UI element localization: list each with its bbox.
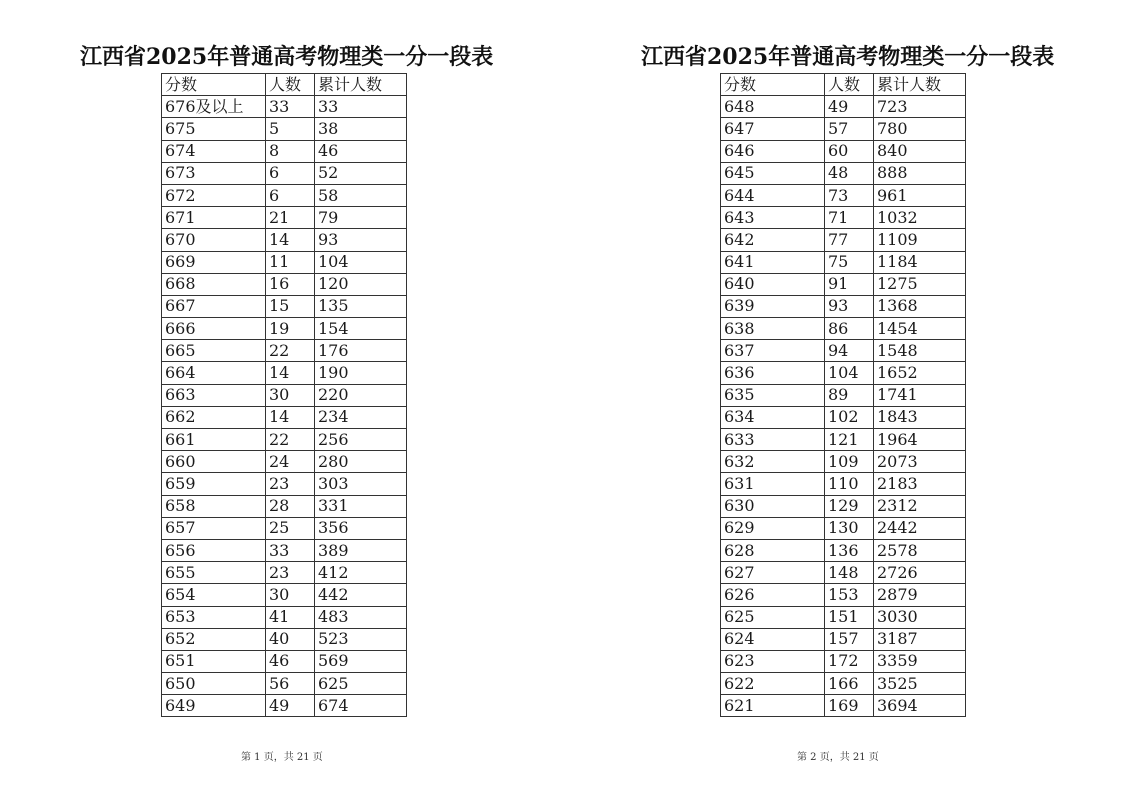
table-row: [721, 406, 966, 428]
cell-count: 6: [266, 162, 315, 184]
table-row: [721, 451, 966, 473]
cell-score: 644: [721, 184, 825, 206]
table-row: [162, 118, 407, 140]
cell-score: 662: [162, 406, 266, 428]
table-row: [162, 673, 407, 695]
table-row: [721, 162, 966, 184]
cell-score: 675: [162, 118, 266, 140]
cell-score: 670: [162, 229, 266, 251]
cell-count: 5: [266, 118, 315, 140]
cell-score: 640: [721, 273, 825, 295]
cell-cumulative: 2312: [874, 495, 966, 517]
cell-cumulative: 3359: [874, 650, 966, 672]
cell-score: 669: [162, 251, 266, 273]
table-row: [162, 318, 407, 340]
table-row: [162, 562, 407, 584]
cell-count: 33: [266, 96, 315, 118]
cell-score: 626: [721, 584, 825, 606]
cell-count: 11: [266, 251, 315, 273]
cell-cumulative: 52: [315, 162, 407, 184]
cell-cumulative: 1368: [874, 295, 966, 317]
cell-cumulative: 1652: [874, 362, 966, 384]
table-row: [721, 295, 966, 317]
table-row: [721, 318, 966, 340]
cell-count: 19: [266, 318, 315, 340]
cell-score: 654: [162, 584, 266, 606]
page-2: [563, 0, 1127, 800]
cell-score: 627: [721, 562, 825, 584]
table-row: [162, 406, 407, 428]
table-row: [162, 495, 407, 517]
cell-score: 665: [162, 340, 266, 362]
cell-cumulative: 280: [315, 451, 407, 473]
cell-count: 30: [266, 384, 315, 406]
cell-cumulative: 1454: [874, 318, 966, 340]
cell-score: 660: [162, 451, 266, 473]
cell-cumulative: 1741: [874, 384, 966, 406]
cell-score: 667: [162, 295, 266, 317]
cell-cumulative: 1964: [874, 429, 966, 451]
cell-cumulative: 1184: [874, 251, 966, 273]
table-row: [721, 207, 966, 229]
cell-count: 71: [825, 207, 874, 229]
table-row: [162, 628, 407, 650]
table-row: [162, 162, 407, 184]
cell-cumulative: 154: [315, 318, 407, 340]
cell-count: 16: [266, 273, 315, 295]
table-row: [721, 584, 966, 606]
cell-cumulative: 569: [315, 650, 407, 672]
cell-count: 130: [825, 517, 874, 539]
cell-score: 642: [721, 229, 825, 251]
cell-score: 625: [721, 606, 825, 628]
header-score: 分数: [162, 74, 266, 96]
cell-count: 22: [266, 429, 315, 451]
cell-count: 49: [266, 695, 315, 717]
table-row: [162, 295, 407, 317]
cell-cumulative: 1275: [874, 273, 966, 295]
table-row: [721, 473, 966, 495]
table-row: [162, 473, 407, 495]
cell-cumulative: 674: [315, 695, 407, 717]
cell-score: 647: [721, 118, 825, 140]
cell-cumulative: 840: [874, 140, 966, 162]
cell-score: 650: [162, 673, 266, 695]
cell-score: 645: [721, 162, 825, 184]
page-footer: 第 2 页，共 21 页: [797, 752, 879, 763]
table-row: [721, 650, 966, 672]
header-score: 分数: [721, 74, 825, 96]
cell-cumulative: 46: [315, 140, 407, 162]
cell-score: 656: [162, 539, 266, 561]
cell-score: 659: [162, 473, 266, 495]
cell-score: 630: [721, 495, 825, 517]
cell-score: 663: [162, 384, 266, 406]
cell-cumulative: 483: [315, 606, 407, 628]
page-title: 江西省2025年普通高考物理类一分一段表: [80, 44, 494, 70]
cell-cumulative: 2726: [874, 562, 966, 584]
cell-count: 102: [825, 406, 874, 428]
table-row: [721, 606, 966, 628]
score-table: [161, 73, 407, 717]
table-header-row: [162, 74, 407, 96]
cell-cumulative: 234: [315, 406, 407, 428]
cell-count: 48: [825, 162, 874, 184]
cell-cumulative: 3525: [874, 673, 966, 695]
cell-score: 622: [721, 673, 825, 695]
table-row: [721, 340, 966, 362]
cell-count: 14: [266, 362, 315, 384]
table-row: [721, 273, 966, 295]
cell-score: 636: [721, 362, 825, 384]
table-row: [162, 584, 407, 606]
table-row: [162, 539, 407, 561]
cell-count: 46: [266, 650, 315, 672]
cell-cumulative: 356: [315, 517, 407, 539]
table-row: [162, 695, 407, 717]
cell-score: 646: [721, 140, 825, 162]
cell-count: 89: [825, 384, 874, 406]
cell-cumulative: 1843: [874, 406, 966, 428]
cell-count: 23: [266, 473, 315, 495]
cell-cumulative: 1548: [874, 340, 966, 362]
cell-score: 631: [721, 473, 825, 495]
cell-cumulative: 961: [874, 184, 966, 206]
cell-cumulative: 2442: [874, 517, 966, 539]
table-row: [721, 673, 966, 695]
cell-count: 91: [825, 273, 874, 295]
table-row: [721, 96, 966, 118]
cell-count: 6: [266, 184, 315, 206]
cell-cumulative: 412: [315, 562, 407, 584]
cell-cumulative: 3030: [874, 606, 966, 628]
cell-count: 15: [266, 295, 315, 317]
cell-score: 658: [162, 495, 266, 517]
cell-cumulative: 3694: [874, 695, 966, 717]
table-row: [162, 362, 407, 384]
cell-cumulative: 58: [315, 184, 407, 206]
cell-cumulative: 1109: [874, 229, 966, 251]
cell-score: 668: [162, 273, 266, 295]
cell-score: 676及以上: [162, 96, 266, 118]
cell-cumulative: 38: [315, 118, 407, 140]
cell-cumulative: 389: [315, 539, 407, 561]
cell-score: 673: [162, 162, 266, 184]
cell-cumulative: 176: [315, 340, 407, 362]
table-row: [721, 118, 966, 140]
table-row: [721, 429, 966, 451]
cell-count: 121: [825, 429, 874, 451]
cell-score: 624: [721, 628, 825, 650]
table-row: [721, 539, 966, 561]
table-row: [162, 184, 407, 206]
cell-cumulative: 1032: [874, 207, 966, 229]
cell-count: 77: [825, 229, 874, 251]
cell-count: 104: [825, 362, 874, 384]
cell-count: 57: [825, 118, 874, 140]
cell-cumulative: 190: [315, 362, 407, 384]
cell-count: 94: [825, 340, 874, 362]
table-row: [162, 451, 407, 473]
cell-score: 664: [162, 362, 266, 384]
cell-score: 648: [721, 96, 825, 118]
cell-count: 8: [266, 140, 315, 162]
cell-count: 110: [825, 473, 874, 495]
table-header-row: [721, 74, 966, 96]
table-row: [721, 562, 966, 584]
table-row: [721, 384, 966, 406]
table-row: [162, 384, 407, 406]
cell-count: 172: [825, 650, 874, 672]
cell-score: 629: [721, 517, 825, 539]
table-row: [162, 273, 407, 295]
page-footer: 第 1 页，共 21 页: [241, 752, 323, 763]
cell-score: 637: [721, 340, 825, 362]
header-count: 人数: [266, 74, 315, 96]
cell-cumulative: 303: [315, 473, 407, 495]
cell-score: 661: [162, 429, 266, 451]
cell-cumulative: 135: [315, 295, 407, 317]
cell-count: 49: [825, 96, 874, 118]
cell-cumulative: 442: [315, 584, 407, 606]
header-cumulative: 累计人数: [315, 74, 407, 96]
cell-count: 21: [266, 207, 315, 229]
cell-score: 653: [162, 606, 266, 628]
cell-score: 666: [162, 318, 266, 340]
cell-score: 651: [162, 650, 266, 672]
cell-cumulative: 33: [315, 96, 407, 118]
cell-count: 22: [266, 340, 315, 362]
cell-score: 628: [721, 539, 825, 561]
cell-count: 169: [825, 695, 874, 717]
table-row: [162, 340, 407, 362]
table-row: [162, 517, 407, 539]
cell-score: 623: [721, 650, 825, 672]
cell-count: 151: [825, 606, 874, 628]
cell-cumulative: 780: [874, 118, 966, 140]
cell-score: 657: [162, 517, 266, 539]
cell-score: 639: [721, 295, 825, 317]
cell-cumulative: 2879: [874, 584, 966, 606]
cell-score: 641: [721, 251, 825, 273]
page-1: [0, 0, 563, 800]
table-row: [721, 140, 966, 162]
table-row: [721, 628, 966, 650]
cell-count: 136: [825, 539, 874, 561]
table-row: [162, 429, 407, 451]
cell-score: 621: [721, 695, 825, 717]
cell-score: 633: [721, 429, 825, 451]
cell-count: 25: [266, 517, 315, 539]
cell-count: 28: [266, 495, 315, 517]
table-row: [721, 229, 966, 251]
cell-count: 30: [266, 584, 315, 606]
cell-count: 41: [266, 606, 315, 628]
table-row: [162, 606, 407, 628]
cell-score: 638: [721, 318, 825, 340]
cell-score: 671: [162, 207, 266, 229]
table-row: [721, 695, 966, 717]
table-row: [721, 251, 966, 273]
table-row: [162, 96, 407, 118]
cell-count: 129: [825, 495, 874, 517]
cell-cumulative: 79: [315, 207, 407, 229]
table-body: [162, 96, 407, 717]
cell-cumulative: 331: [315, 495, 407, 517]
table-row: [721, 495, 966, 517]
cell-cumulative: 104: [315, 251, 407, 273]
cell-cumulative: 93: [315, 229, 407, 251]
cell-cumulative: 888: [874, 162, 966, 184]
table-row: [721, 517, 966, 539]
table-row: [721, 184, 966, 206]
cell-score: 674: [162, 140, 266, 162]
cell-score: 634: [721, 406, 825, 428]
cell-count: 148: [825, 562, 874, 584]
cell-cumulative: 2073: [874, 451, 966, 473]
cell-count: 14: [266, 406, 315, 428]
cell-count: 33: [266, 539, 315, 561]
cell-count: 109: [825, 451, 874, 473]
cell-cumulative: 3187: [874, 628, 966, 650]
cell-score: 649: [162, 695, 266, 717]
cell-count: 73: [825, 184, 874, 206]
cell-score: 652: [162, 628, 266, 650]
table-row: [162, 229, 407, 251]
cell-count: 60: [825, 140, 874, 162]
cell-score: 635: [721, 384, 825, 406]
cell-count: 166: [825, 673, 874, 695]
score-table: [720, 73, 966, 717]
cell-score: 643: [721, 207, 825, 229]
table-row: [162, 251, 407, 273]
cell-count: 56: [266, 673, 315, 695]
table-row: [721, 362, 966, 384]
table-row: [162, 650, 407, 672]
cell-count: 14: [266, 229, 315, 251]
cell-count: 93: [825, 295, 874, 317]
cell-score: 655: [162, 562, 266, 584]
cell-count: 24: [266, 451, 315, 473]
cell-cumulative: 523: [315, 628, 407, 650]
cell-count: 86: [825, 318, 874, 340]
table-body: [721, 96, 966, 717]
page-title: 江西省2025年普通高考物理类一分一段表: [641, 44, 1055, 70]
cell-cumulative: 256: [315, 429, 407, 451]
cell-cumulative: 120: [315, 273, 407, 295]
cell-cumulative: 2578: [874, 539, 966, 561]
cell-cumulative: 723: [874, 96, 966, 118]
cell-score: 632: [721, 451, 825, 473]
table-row: [162, 207, 407, 229]
cell-count: 157: [825, 628, 874, 650]
cell-count: 75: [825, 251, 874, 273]
table-row: [162, 140, 407, 162]
header-count: 人数: [825, 74, 874, 96]
cell-count: 23: [266, 562, 315, 584]
cell-count: 40: [266, 628, 315, 650]
cell-score: 672: [162, 184, 266, 206]
cell-cumulative: 220: [315, 384, 407, 406]
cell-cumulative: 625: [315, 673, 407, 695]
cell-count: 153: [825, 584, 874, 606]
header-cumulative: 累计人数: [874, 74, 966, 96]
cell-cumulative: 2183: [874, 473, 966, 495]
